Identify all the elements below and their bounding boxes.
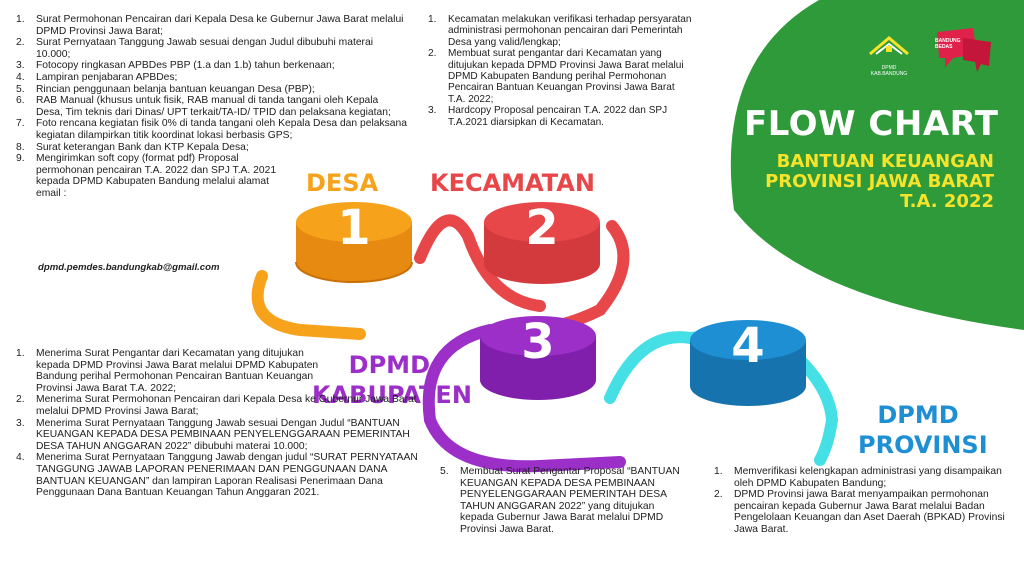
stage-3-number: 3 bbox=[521, 314, 555, 370]
subtitle-line: BANTUAN KEUANGAN bbox=[776, 151, 994, 172]
stage-1-number: 1 bbox=[337, 200, 371, 256]
stage-2-label: KECAMATAN bbox=[430, 169, 595, 197]
subtitle-line: PROVINSI JAWA BARAT bbox=[765, 171, 994, 192]
desa-requirements-list bbox=[16, 14, 408, 200]
list-item: 2. Surat Pernyataan Tanggung Jawab sesuai dengan Judul dibubuhi materai 10.000; bbox=[16, 37, 373, 60]
list-item: 3. Menerima Surat Pernyataan Tanggung Jawab sesuai Dengan Judul “BANTUAN KEUANGAN KEPADA DESA PEMBINAAN PENYELENGGARAAN PEMERINTAH DESA TAHUN ANGGARAN 2022” dibubuhi materai 10.000; bbox=[16, 417, 410, 452]
bedas-logo-text: BANDUNG BEDAS bbox=[935, 38, 961, 50]
list-item: 2. DPMD Provinsi jawa Barat menyampaikan permohonan pencairan kepada Gubernur Jawa Barat melalui Badan Pengelolaan Keuangan dan Aset Daerah (BPKAD) Provinsi Jawa Barat. bbox=[714, 489, 1005, 535]
list-item: 5. Rincian penggunaan belanja bantuan keuangan Desa (PBP); bbox=[16, 83, 315, 95]
list-item: 5. Membuat Surat Pengantar Proposal “BANTUAN KEUANGAN KEPADA DESA PEMBINAAN PENYELENGGARAAN PEMERINTAH DESA TAHUN ANGGARAN 2022” yang ditujukan kepada Gubernur Jawa Barat melalui DPMD Provinsi Jawa Barat. bbox=[440, 466, 680, 535]
provinsi-list bbox=[714, 466, 1010, 536]
stage-4-label-line: DPMD bbox=[877, 401, 959, 429]
stage-3-label-line: DPMD bbox=[348, 351, 430, 379]
list-item: 3. Fotocopy ringkasan APBDes PBP (1.a dan 1.b) tahun berkenaan; bbox=[16, 60, 335, 72]
list-item: 1. Memverifikasi kelengkapan administrasi yang disampaikan oleh DPMD Kabupaten Bandung; bbox=[714, 466, 1002, 489]
kabupaten-list-item5 bbox=[440, 466, 688, 536]
stage-3-label-line: KABUPATEN bbox=[312, 381, 472, 409]
list-item: 1. Surat Permohonan Pencairan dari Kepala Desa ke Gubernur Jawa Barat melalui DPMD Provinsi Jawa Barat; bbox=[16, 14, 404, 37]
list-item: 2. Menerima Surat Permohonan Pencairan dari Kepala Desa ke Gubernur Jawa Barat melalui DPMD Provinsi Jawa Barat; bbox=[16, 394, 417, 417]
stage-4-number: 4 bbox=[731, 318, 765, 374]
list-item: 4. Lampiran penjabaran APBDes; bbox=[16, 71, 178, 83]
stage-4-label-line: PROVINSI bbox=[858, 431, 988, 459]
list-item: 2. Membuat surat pengantar dari Kecamatan yang ditujukan kepada DPMD Provinsi Jawa Barat melalui DPMD Kabupaten Bandung perihal Permohonan Pencairan Bantuan Keuangan Provinsi Jawa Barat T.A. 2022; bbox=[428, 48, 684, 105]
stage-4-label bbox=[858, 400, 988, 460]
page-title: FLOW CHART bbox=[744, 104, 999, 144]
kabupaten-list bbox=[16, 348, 472, 499]
list-item: 6. RAB Manual (khusus untuk fisik, RAB manual di tanda tangani oleh Kepala Desa, Tim teknis dari Dinas/ UPT terkait/TA-ID/ TPID dan pelaksana kegiatan; bbox=[16, 95, 391, 118]
list-item: 3. Hardcopy Proposal pencairan T.A. 2022 dan SPJ T.A.2021 diarsipkan di Kecamatan. bbox=[428, 105, 668, 128]
list-item: 8. Surat keterangan Bank dan KTP Kepala Desa; bbox=[16, 141, 249, 153]
list-item: 9. Mengirimkan soft copy (format pdf) Proposal permohonan pencairan T.A. 2022 dan SPJ T.A. 2021 kepada DPMD Kabupaten Bandung melalui alamat email : bbox=[16, 153, 277, 199]
list-item: 7. Foto rencana kegiatan fisik 0% di tanda tangani oleh Kepala Desa dan pelaksana kegiatan dilampirkan titik koordinat lokasi berbasis GPS; bbox=[16, 118, 407, 141]
kecamatan-list bbox=[428, 14, 694, 128]
subtitle-line: T.A. 2022 bbox=[900, 191, 994, 212]
dpmd-logo-text: DPMD KAB.BANDUNG bbox=[870, 65, 908, 77]
stage-2-number: 2 bbox=[525, 200, 559, 256]
list-item: 4. Menerima Surat Pernyataan Tanggung Jawab dengan judul “SURAT PERNYATAAN TANGGUNG JAWAB LAPORAN PENERIMAAN DAN PENGGUNAAN DANA BANTUAN KEUANGAN” dan lampiran Laporan Realisasi Penerimaan Dana Penggunaan Dana Bantuan Keuangan Tahun Anggaran 2021. bbox=[16, 452, 418, 499]
desa-email: dpmd.pemdes.bandungkab@gmail.com bbox=[38, 262, 220, 273]
connector-orange bbox=[258, 276, 360, 334]
list-item: 1. Menerima Surat Pengantar dari Kecamatan yang ditujukan kepada DPMD Provinsi Jawa Barat melalui DPMD Kabupaten Bandung perihal Permohonan Pencairan Bantuan Keuangan Provinsi Jawa Barat T.A. 2022; bbox=[16, 348, 319, 394]
stage-1-label: DESA bbox=[306, 169, 379, 197]
list-item: 1. Kecamatan melakukan verifikasi terhadap persyaratan administrasi permohonan pencairan dari Pemerintah Desa yang valid/lengkap; bbox=[428, 14, 692, 48]
